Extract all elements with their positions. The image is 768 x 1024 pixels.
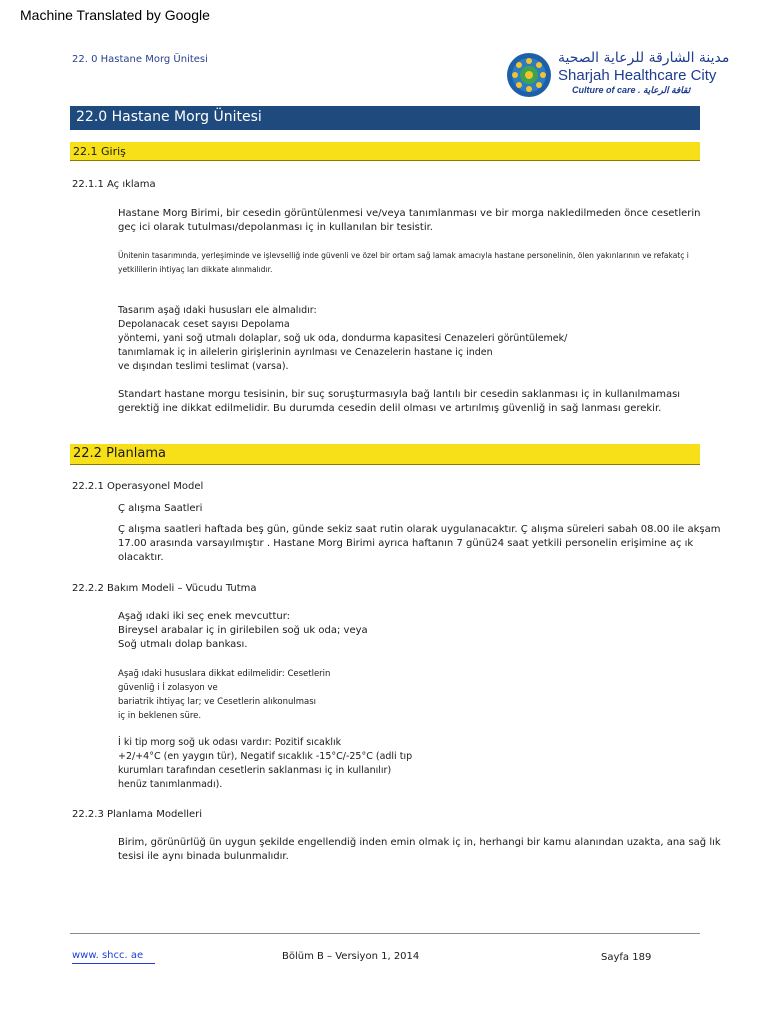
subsection-22-2-2-heading: 22.2.2 Bakım Modeli – Vücudu Tutma bbox=[72, 583, 257, 594]
text-line: geç ici olarak tutulması/depolanması iç in kullanılan bir tesistir. bbox=[118, 222, 433, 233]
text-line: Depolanacak ceset sayısı Depolama bbox=[118, 319, 290, 330]
text-line: 17.00 arasında varsayılmıştır . Hastane Morg Birimi ayrıca haftanın 7 günü24 saat yetkili personelin erişimine aç ık bbox=[118, 538, 694, 549]
text-line: gerektiğ ine dikkat edilmelidir. Bu durumda cesedin delil olması ve artırılmış güvenliğ in sağ lanması gerekir. bbox=[118, 403, 662, 414]
section-22-2-bar bbox=[70, 444, 700, 465]
care-options-paragraph bbox=[118, 610, 368, 652]
text-line: +2/+4°C (en yaygın tür), Negatif sıcaklık -15°C/-25°C (adli tıp bbox=[118, 751, 413, 762]
section-22-1-heading: 22.1 Giriş bbox=[73, 145, 126, 158]
operational-paragraph bbox=[118, 523, 721, 565]
logo-arabic-name: مدينة الشارقة للرعاية الصحية bbox=[558, 50, 730, 66]
sharjah-healthcare-city-logo bbox=[506, 50, 730, 100]
text-line: Aşağ ıdaki hususlara dikkat edilmelidir: Cesetlerin bbox=[118, 669, 331, 679]
text-line: ve dışından teslimi teslimat (varsa). bbox=[118, 361, 289, 372]
subsection-22-1-1-heading: 22.1.1 Aç ıklama bbox=[72, 179, 156, 190]
logo-tagline: Culture of care . ثقافة الرعاية bbox=[572, 85, 691, 95]
intro-paragraph bbox=[118, 207, 701, 235]
section-22-1-bar bbox=[70, 142, 700, 161]
text-line: yetkililerin ihtiyaç ları dikkate alınmalıdır. bbox=[118, 265, 273, 274]
text-line: tanımlamak iç in ailelerin girişlerinin ayrılması ve Cenazelerin hastane iç inden bbox=[118, 347, 493, 358]
subsection-22-2-1-heading: 22.2.1 Operasyonel Model bbox=[72, 481, 204, 492]
footer-link-underline bbox=[72, 963, 155, 964]
logo-english-name: Sharjah Healthcare City bbox=[558, 67, 717, 84]
text-line: İ ki tip morg soğ uk odası vardır: Pozitif sıcaklık bbox=[118, 737, 342, 748]
text-line: bariatrik ihtiyaç lar; ve Cesetlerin alıkonulması bbox=[118, 697, 316, 707]
planning-paragraph bbox=[118, 836, 721, 864]
header-section-title: 22. 0 Hastane Morg Ünitesi bbox=[72, 54, 208, 65]
machine-translated-notice: Machine Translated by Google bbox=[20, 7, 210, 23]
care-considerations-paragraph bbox=[118, 667, 330, 723]
text-line: yöntemi, yani soğ utmalı dolaplar, soğ uk oda, dondurma kapasitesi Cenazeleri görüntülemek/ bbox=[118, 333, 568, 344]
text-line: Bireysel arabalar iç in girilebilen soğ uk oda; veya bbox=[118, 625, 368, 636]
main-heading-bar bbox=[70, 106, 700, 130]
text-line: Soğ utmalı dolap bankası. bbox=[118, 639, 248, 650]
cold-room-types-paragraph bbox=[118, 736, 412, 792]
text-line: tesisi ile aynı binada bulunmalıdır. bbox=[118, 851, 289, 862]
text-line: henüz tanımlanmadı). bbox=[118, 779, 223, 790]
footer-version: Bölüm B – Versiyon 1, 2014 bbox=[282, 951, 420, 962]
text-line: Ç alışma saatleri haftada beş gün, günde sekiz saat rutin olarak uygulanacaktır. Ç alışma süreleri sabah 08.00 ile akşam bbox=[118, 524, 721, 535]
text-line: olacaktır. bbox=[118, 552, 164, 563]
logo-emblem-icon bbox=[506, 52, 552, 98]
text-line: iç in beklenen süre. bbox=[118, 711, 202, 721]
text-line: güvenliğ i İ zolasyon ve bbox=[118, 683, 218, 693]
design-paragraph bbox=[118, 249, 689, 277]
text-line: Aşağ ıdaki iki seç enek mevcuttur: bbox=[118, 611, 291, 622]
working-hours-subheading: Ç alışma Saatleri bbox=[118, 503, 203, 514]
section-22-2-heading: 22.2 Planlama bbox=[73, 446, 166, 461]
main-heading: 22.0 Hastane Morg Ünitesi bbox=[76, 109, 262, 125]
text-line: kurumları tarafından cesetlerin saklanması iç in kullanılır) bbox=[118, 765, 392, 776]
text-line: Tasarım aşağ ıdaki hususları ele almalıdır: bbox=[118, 305, 317, 316]
footer-divider bbox=[70, 933, 700, 934]
text-line: Ünitenin tasarımında, yerleşiminde ve işlevselliğ inde güvenli ve özel bir ortam sağ lamak amacıyla hastane personelinin, ölen yakınlarının ve refakatç i bbox=[118, 251, 689, 260]
footer-website-link[interactable]: www. shcc. ae bbox=[72, 950, 144, 961]
text-line: Standart hastane morgu tesisinin, bir suç soruşturmasıyla bağ lantılı bir cesedin saklanması iç in kullanılmaması bbox=[118, 389, 681, 400]
footer-page-number: Sayfa 189 bbox=[601, 952, 652, 963]
subsection-22-2-3-heading: 22.2.3 Planlama Modelleri bbox=[72, 809, 203, 820]
design-considerations-paragraph bbox=[118, 304, 567, 374]
text-line: Hastane Morg Birimi, bir cesedin görüntülenmesi ve/veya tanımlanması ve bir morga nakledilmeden önce cesetlerin bbox=[118, 208, 701, 219]
standard-morgue-paragraph bbox=[118, 388, 680, 416]
text-line: Birim, görünürlüğ ün uygun şekilde engellendiğ inden emin olmak iç in, herhangi bir kamu alanından uzakta, ana sağ lık bbox=[118, 837, 721, 848]
